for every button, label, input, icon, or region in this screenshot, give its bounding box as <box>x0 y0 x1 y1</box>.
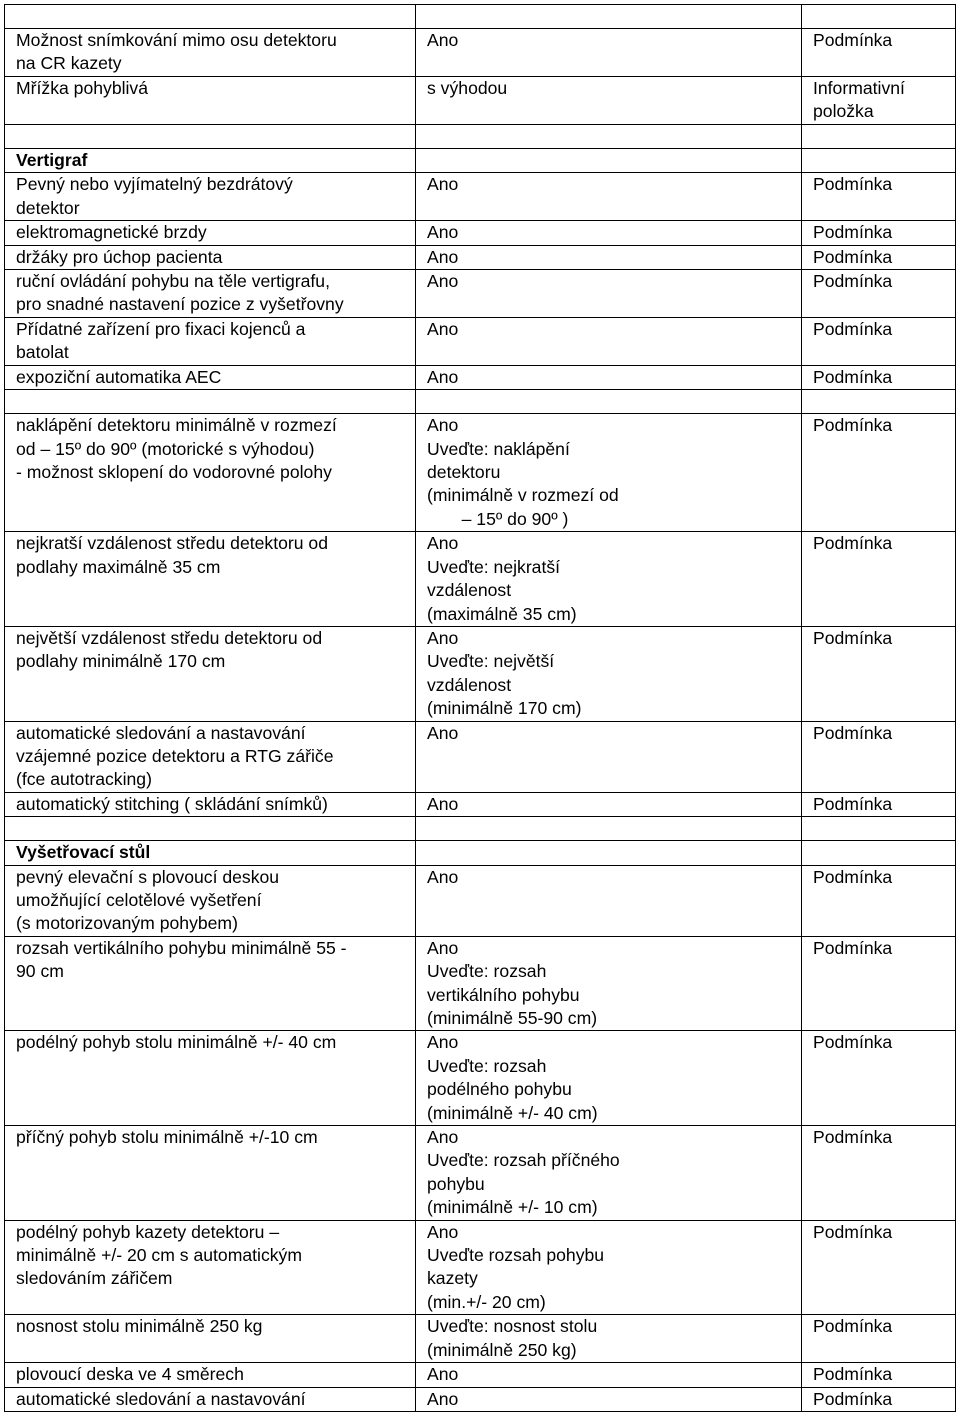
condition-cell <box>802 1387 956 1411</box>
cell-text: Uveďte: naklápění <box>427 438 570 459</box>
cell-text: Ano <box>427 366 459 387</box>
cell-text: rozsah vertikálního pohybu minimálně 55 - <box>16 937 347 958</box>
cell-text: automatický stitching ( skládání snímků) <box>16 793 328 814</box>
requirement-cell <box>5 245 416 269</box>
offer-cell <box>416 1315 802 1363</box>
cell-text: Podmínka <box>813 415 893 436</box>
table-row <box>5 29 956 77</box>
condition-cell <box>802 817 956 841</box>
specification-table-body <box>5 5 956 1412</box>
cell-text: Podmínka <box>813 246 893 267</box>
cell-text: ruční ovládání pohybu na těle vertigrafu, <box>16 271 330 292</box>
cell-text: - možnost sklopení do vodorovné polohy <box>16 462 332 483</box>
condition-cell <box>802 626 956 721</box>
section-header-row <box>5 841 956 865</box>
cell-text: vzdálenost <box>427 580 512 601</box>
cell-text: umožňující celotělové vyšetření <box>16 889 262 910</box>
requirement-cell <box>5 626 416 721</box>
cell-text: Ano <box>427 793 459 814</box>
cell-text: vertikálního pohybu <box>427 984 580 1005</box>
condition-cell <box>802 29 956 77</box>
cell-text: Uveďte: rozsah <box>427 1055 547 1076</box>
cell-text: podlahy minimálně 170 cm <box>16 651 226 672</box>
table-row <box>5 125 956 149</box>
cell-text: (minimálně 55-90 cm) <box>427 1008 598 1028</box>
table-row <box>5 365 956 389</box>
table-row <box>5 1126 956 1221</box>
cell-text: Podmínka <box>813 30 893 50</box>
cell-text: položka <box>813 101 874 122</box>
requirement-cell <box>5 532 416 627</box>
cell-text: Ano <box>427 222 459 243</box>
cell-text: Ano <box>427 174 459 195</box>
cell-text: Ano <box>427 1032 459 1053</box>
cell-text: sledováním zářičem <box>16 1268 173 1289</box>
cell-text: Ano <box>427 866 459 887</box>
table-row <box>5 1220 956 1315</box>
cell-text: nosnost stolu minimálně 250 kg <box>16 1316 263 1337</box>
cell-text: Mřížka pohyblivá <box>16 78 149 98</box>
requirement-cell <box>5 125 416 149</box>
cell-text: Ano <box>427 722 459 743</box>
offer-cell <box>416 792 802 816</box>
requirement-cell <box>5 792 416 816</box>
condition-cell <box>802 865 956 936</box>
requirement-cell <box>5 1031 416 1126</box>
requirement-cell <box>5 817 416 841</box>
table-row <box>5 245 956 269</box>
requirement-cell <box>5 865 416 936</box>
cell-text: 90 cm <box>16 961 64 982</box>
offer-cell <box>416 414 802 532</box>
cell-text: (minimálně +/- 10 cm) <box>427 1197 598 1218</box>
requirement-cell <box>5 390 416 414</box>
cell-text: největší vzdálenost středu detektoru od <box>16 627 323 648</box>
offer-cell <box>416 1031 802 1126</box>
condition-cell <box>802 318 956 366</box>
cell-text: pro snadné nastavení pozice z vyšetřovny <box>16 294 344 315</box>
condition-cell <box>802 390 956 414</box>
cell-text: Ano <box>427 271 459 292</box>
requirement-cell <box>5 270 416 318</box>
cell-text: Podmínka <box>813 1388 893 1409</box>
cell-text: Podmínka <box>813 627 893 648</box>
section-header-row <box>5 149 956 173</box>
table-row <box>5 318 956 366</box>
cell-text: detektor <box>16 197 80 218</box>
cell-text: pevný elevační s plovoucí deskou <box>16 866 280 887</box>
offer-cell <box>416 936 802 1031</box>
offer-cell <box>416 5 802 29</box>
cell-text: (minimálně +/- 40 cm) <box>427 1102 598 1123</box>
condition-cell <box>802 841 956 865</box>
cell-text: s výhodou <box>427 78 508 98</box>
condition-cell <box>802 1031 956 1126</box>
cell-text: expoziční automatika AEC <box>16 366 222 387</box>
condition-cell <box>802 792 956 816</box>
cell-text: plovoucí deska ve 4 směrech <box>16 1364 244 1385</box>
cell-text: Podmínka <box>813 366 893 387</box>
cell-text: podélný pohyb kazety detektoru – <box>16 1221 280 1242</box>
cell-text: pohybu <box>427 1173 485 1194</box>
offer-cell <box>416 1220 802 1315</box>
offer-cell <box>416 817 802 841</box>
offer-cell <box>416 532 802 627</box>
cell-text: Ano <box>427 533 459 554</box>
cell-text: Možnost snímkování mimo osu detektoru <box>16 30 337 50</box>
offer-cell <box>416 841 802 865</box>
cell-text: vzájemné pozice detektoru a RTG zářiče <box>16 745 334 766</box>
specification-sheet <box>4 4 955 1412</box>
offer-cell <box>416 1126 802 1221</box>
table-row <box>5 221 956 245</box>
specification-table <box>4 4 956 1412</box>
cell-text: Podmínka <box>813 174 893 195</box>
table-row <box>5 865 956 936</box>
cell-text: Podmínka <box>813 1032 893 1053</box>
cell-text: detektoru <box>427 462 501 483</box>
table-row <box>5 1363 956 1387</box>
cell-text: – 15º do 90º ) <box>461 508 569 529</box>
condition-cell <box>802 270 956 318</box>
requirement-cell <box>5 841 416 865</box>
table-row <box>5 173 956 221</box>
cell-text: Ano <box>427 937 459 958</box>
cell-text: Podmínka <box>813 533 893 554</box>
offer-cell <box>416 270 802 318</box>
cell-text: podélný pohyb stolu minimálně +/- 40 cm <box>16 1032 337 1053</box>
requirement-cell <box>5 29 416 77</box>
table-row <box>5 1315 956 1363</box>
offer-cell <box>416 245 802 269</box>
cell-text: Ano <box>427 1388 459 1409</box>
requirement-cell <box>5 149 416 173</box>
requirement-cell <box>5 221 416 245</box>
table-row <box>5 936 956 1031</box>
offer-cell <box>416 626 802 721</box>
condition-cell <box>802 1126 956 1221</box>
cell-text: (min.+/- 20 cm) <box>427 1291 546 1312</box>
requirement-cell <box>5 1387 416 1411</box>
condition-cell <box>802 365 956 389</box>
table-row <box>5 721 956 792</box>
cell-text: Uveďte rozsah pohybu <box>427 1245 605 1266</box>
cell-text: Informativní <box>813 78 905 98</box>
cell-text: (fce autotracking) <box>16 769 152 790</box>
offer-cell <box>416 149 802 173</box>
requirement-cell <box>5 173 416 221</box>
cell-text: Podmínka <box>813 1364 893 1385</box>
cell-text: Podmínka <box>813 1316 893 1337</box>
offer-cell <box>416 221 802 245</box>
requirement-cell <box>5 414 416 532</box>
cell-text: Podmínka <box>813 937 893 958</box>
condition-cell <box>802 1315 956 1363</box>
cell-text: Ano <box>427 627 459 648</box>
table-row <box>5 414 956 532</box>
cell-text: (s motorizovaným pohybem) <box>16 913 238 934</box>
cell-text: podélného pohybu <box>427 1079 572 1100</box>
requirement-cell <box>5 1315 416 1363</box>
cell-text: Podmínka <box>813 222 893 243</box>
cell-text: vzdálenost <box>427 674 512 695</box>
condition-cell <box>802 1363 956 1387</box>
cell-text: Ano <box>427 415 459 436</box>
cell-text: (minimálně v rozmezí od <box>427 485 619 506</box>
table-row <box>5 1387 956 1411</box>
table-row <box>5 626 956 721</box>
cell-text: Uveďte: nosnost stolu <box>427 1316 598 1337</box>
cell-text: podlahy maximálně 35 cm <box>16 556 221 577</box>
requirement-cell <box>5 1363 416 1387</box>
offer-cell <box>416 365 802 389</box>
condition-cell <box>802 173 956 221</box>
requirement-cell <box>5 318 416 366</box>
cell-text: Ano <box>427 1127 459 1148</box>
section-title: Vertigraf <box>16 150 88 170</box>
cell-text: (maximálně 35 cm) <box>427 603 577 624</box>
offer-cell <box>416 1363 802 1387</box>
cell-text: Ano <box>427 1221 459 1242</box>
condition-cell <box>802 125 956 149</box>
table-row <box>5 270 956 318</box>
condition-cell <box>802 1220 956 1315</box>
cell-text: batolat <box>16 342 69 363</box>
cell-text: příčný pohyb stolu minimálně +/-10 cm <box>16 1127 318 1148</box>
cell-text: nejkratší vzdálenost středu detektoru od <box>16 533 328 554</box>
cell-text: minimálně +/- 20 cm s automatickým <box>16 1245 302 1266</box>
table-row <box>5 77 956 125</box>
cell-text: (minimálně 250 kg) <box>427 1339 577 1360</box>
section-title: Vyšetřovací stůl <box>16 842 151 863</box>
cell-text: Pevný nebo vyjímatelný bezdrátový <box>16 174 293 195</box>
table-row <box>5 817 956 841</box>
cell-text: elektromagnetické brzdy <box>16 222 207 243</box>
requirement-cell <box>5 77 416 125</box>
requirement-cell <box>5 365 416 389</box>
condition-cell <box>802 77 956 125</box>
offer-cell <box>416 721 802 792</box>
offer-cell <box>416 865 802 936</box>
cell-text: Ano <box>427 246 459 267</box>
cell-text: Podmínka <box>813 271 893 292</box>
cell-text: Podmínka <box>813 866 893 887</box>
offer-cell <box>416 173 802 221</box>
offer-cell <box>416 125 802 149</box>
cell-text: Ano <box>427 1364 459 1385</box>
requirement-cell <box>5 1220 416 1315</box>
cell-text: Uveďte: rozsah <box>427 961 547 982</box>
condition-cell <box>802 532 956 627</box>
table-row <box>5 1031 956 1126</box>
table-row <box>5 5 956 29</box>
table-row <box>5 792 956 816</box>
table-row <box>5 532 956 627</box>
cell-text: Podmínka <box>813 722 893 743</box>
condition-cell <box>802 414 956 532</box>
cell-text: automatické sledování a nastavování <box>16 1388 306 1409</box>
cell-text: Přídatné zařízení pro fixaci kojenců a <box>16 319 306 340</box>
cell-text: Podmínka <box>813 793 893 814</box>
condition-cell <box>802 149 956 173</box>
requirement-cell <box>5 1126 416 1221</box>
cell-text: Ano <box>427 30 459 50</box>
offer-cell <box>416 390 802 414</box>
cell-text: naklápění detektoru minimálně v rozmezí <box>16 415 337 436</box>
cell-text: automatické sledování a nastavování <box>16 722 306 743</box>
requirement-cell <box>5 936 416 1031</box>
cell-text: kazety <box>427 1268 478 1289</box>
cell-text: Podmínka <box>813 1221 893 1242</box>
condition-cell <box>802 5 956 29</box>
condition-cell <box>802 936 956 1031</box>
table-row <box>5 390 956 414</box>
cell-text: Podmínka <box>813 1127 893 1148</box>
requirement-cell <box>5 721 416 792</box>
requirement-cell <box>5 5 416 29</box>
cell-text: (minimálně 170 cm) <box>427 698 582 719</box>
condition-cell <box>802 721 956 792</box>
cell-text: Uveďte: největší <box>427 651 555 672</box>
cell-text: Podmínka <box>813 319 893 340</box>
condition-cell <box>802 245 956 269</box>
cell-text: držáky pro úchop pacienta <box>16 246 223 267</box>
cell-text: Uveďte: nejkratší <box>427 556 561 577</box>
cell-text: Uveďte: rozsah příčného <box>427 1150 620 1171</box>
cell-text: na CR kazety <box>16 53 122 74</box>
condition-cell <box>802 221 956 245</box>
cell-text: Ano <box>427 319 459 340</box>
offer-cell <box>416 318 802 366</box>
offer-cell <box>416 77 802 125</box>
offer-cell <box>416 1387 802 1411</box>
offer-cell <box>416 29 802 77</box>
cell-text: od – 15º do 90º (motorické s výhodou) <box>16 438 315 459</box>
